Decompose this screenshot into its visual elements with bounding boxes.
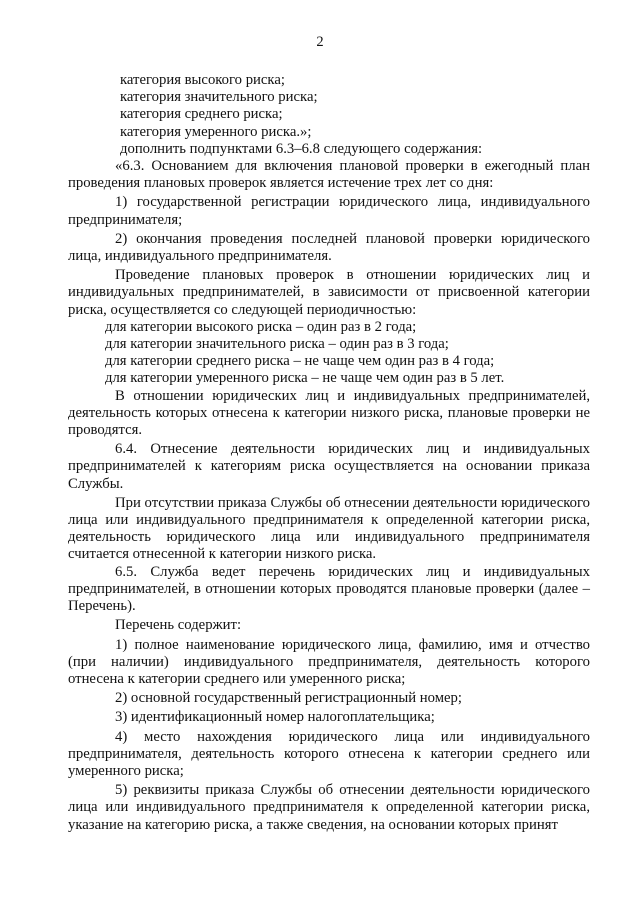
category-moderate-risk: категория умеренного риска.»; bbox=[120, 123, 312, 140]
category-significant-risk: категория значительного риска; bbox=[120, 89, 318, 106]
document-body bbox=[68, 72, 590, 834]
periodicity-medium-risk: для категории среднего риска – не чаще чем один раз в 4 года; bbox=[105, 353, 495, 370]
list-item-2: 2) основной государственный регистрационный номер; bbox=[115, 690, 462, 707]
periodicity-significant-risk: для категории значительного риска – один раз в 3 года; bbox=[105, 336, 449, 353]
amendment-intro: дополнить подпунктами 6.3–6.8 следующего содержания: bbox=[120, 140, 483, 157]
page-number: 2 bbox=[316, 34, 324, 50]
paragraph-6-3-item-1: 1) государственной регистрации юридического лица, индивидуального предпринимателя; bbox=[68, 194, 590, 228]
list-item-4: 4) место нахождения юридического лица или индивидуального предпринимателя, деятельность которого отнесена к категории среднего или умеренного риска; bbox=[68, 728, 590, 779]
periodicity-high-risk: для категории высокого риска – один раз в 2 года; bbox=[105, 318, 417, 335]
list-item-3: 3) идентификационный номер налогоплательщика; bbox=[115, 709, 435, 726]
periodicity-moderate-risk: для категории умеренного риска – не чаще чем один раз в 5 лет. bbox=[105, 370, 505, 387]
category-medium-risk: категория среднего риска; bbox=[120, 106, 283, 123]
paragraph-periodicity: Проведение плановых проверок в отношении юридических лиц и индивидуальных предпринимателей, в зависимости от присвоенной категории риска, осуществляется со следующей периодичностью: bbox=[68, 267, 590, 318]
list-item-5: 5) реквизиты приказа Службы об отнесении деятельности юридического лица или индивидуального предпринимателя к определенной категории риска, указание на категорию риска, а также сведения, на основании которых принят bbox=[68, 782, 590, 833]
paragraph-list-contains: Перечень содержит: bbox=[115, 617, 242, 634]
paragraph-absence-of-order: При отсутствии приказа Службы об отнесении деятельности юридического лица или индивидуального предпринимателя к определенной категории риска, деятельность юридического лица или индивидуального предпринимателя считается отнесенной к категории низкого риска. bbox=[68, 494, 590, 563]
paragraph-6-3-item-2: 2) окончания проведения последней плановой проверки юридического лица, индивидуального предпринимателя. bbox=[68, 230, 590, 265]
paragraph-6-5: 6.5. Служба ведет перечень юридических лиц и индивидуальных предпринимателей, в отношении которых проводятся плановые проверки (далее – Перечень). bbox=[68, 563, 590, 615]
paragraph-low-risk: В отношении юридических лиц и индивидуальных предпринимателей, деятельность которых отнесена к категории низкого риска, плановые проверки не проводятся. bbox=[68, 387, 590, 439]
list-item-1: 1) полное наименование юридического лица, фамилию, имя и отчество (при наличии) индивидуального предпринимателя, деятельность которого отнесена к категории среднего или умеренного риска; bbox=[68, 636, 590, 687]
paragraph-6-4: 6.4. Отнесение деятельности юридических лиц и индивидуальных предпринимателей к категориям риска осуществляется на основании приказа Службы. bbox=[68, 441, 590, 492]
paragraph-6-3: «6.3. Основанием для включения плановой проверки в ежегодный план проведения плановых проверок является истечение трех лет со дня: bbox=[68, 158, 590, 192]
category-high-risk: категория высокого риска; bbox=[120, 72, 285, 88]
